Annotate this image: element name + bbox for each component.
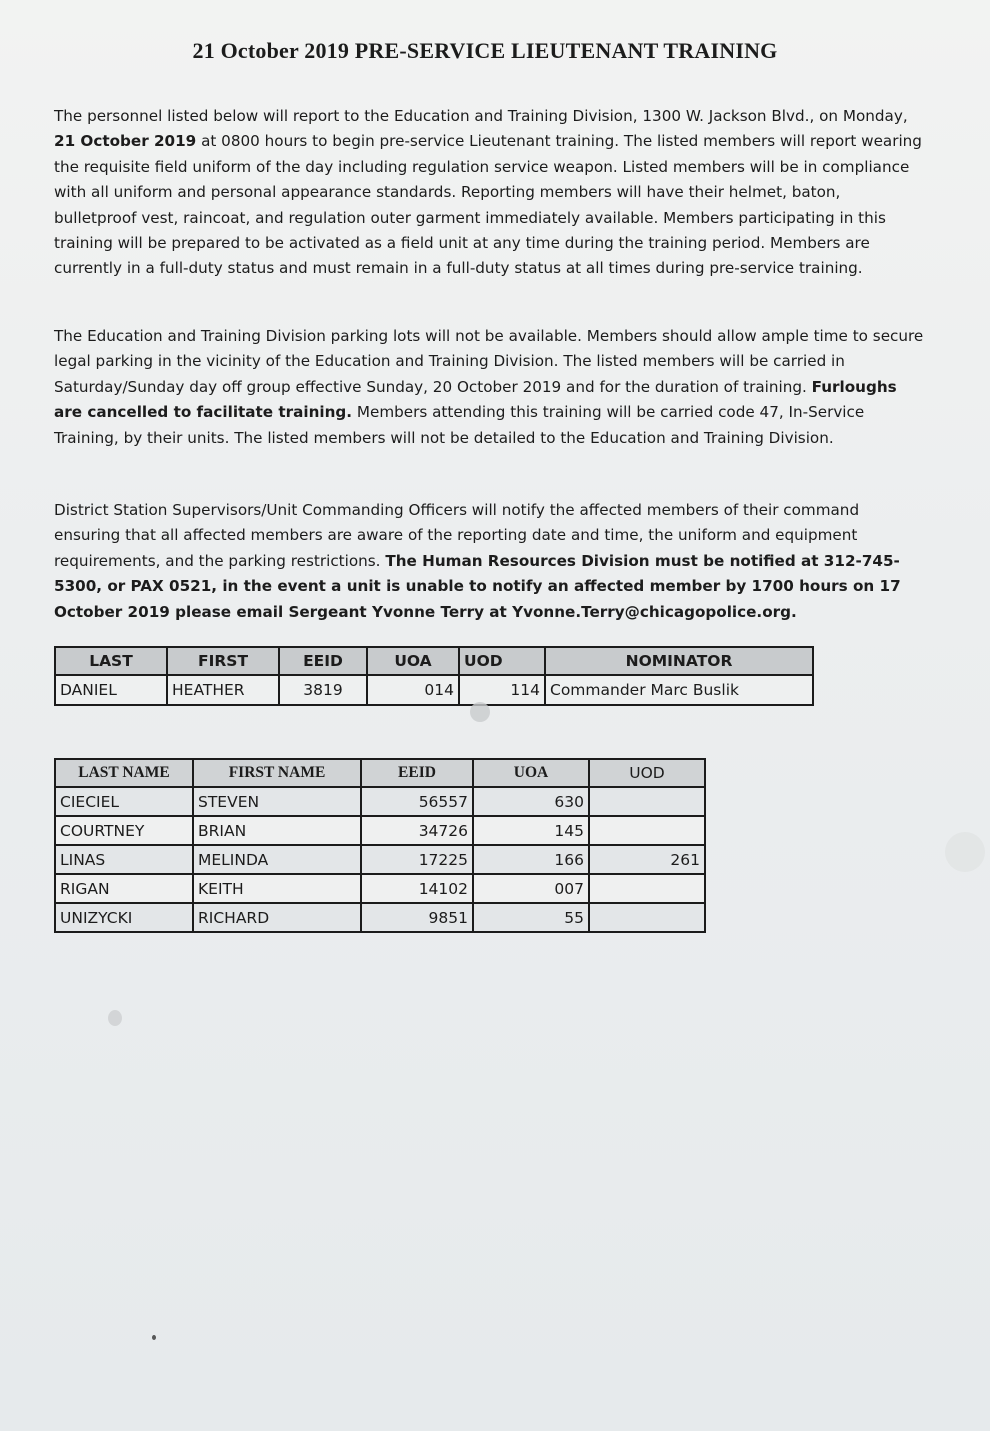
column-header-eeid: EEID [361, 759, 473, 787]
cell-first-name: STEVEN [193, 787, 361, 816]
cell-eeid: 14102 [361, 874, 473, 903]
cell-uoa: 166 [473, 845, 589, 874]
cell-uoa: 55 [473, 903, 589, 932]
column-header-uoa: UOA [367, 647, 459, 675]
paper-smudge [945, 832, 985, 872]
cell-uoa: 145 [473, 816, 589, 845]
column-header-last-name: LAST NAME [55, 759, 193, 787]
cell-last-name: RIGAN [55, 874, 193, 903]
paragraph-parking-and-furloughs [54, 324, 924, 451]
paragraph-bold-text: 21 October 2019 [54, 132, 197, 151]
paragraph-bold-text: The Human Resources Division must be notified at 312-745-5300, or PAX 0521, in the event a unit is unable to notify an affected member by 1700 hours on 17 October 2019 please email Sergeant Yvonne Terry at Yvonne.Terry@chicagopolice.org. [54, 551, 901, 621]
cell-uod [589, 903, 705, 932]
cell-first-name: MELINDA [193, 845, 361, 874]
cell-last-name: COURTNEY [55, 816, 193, 845]
cell-uoa: 014 [367, 675, 459, 705]
document-title: 21 October 2019 PRE-SERVICE LIEUTENANT TRAINING [192, 38, 778, 63]
cell-first-name: RICHARD [193, 903, 361, 932]
cell-first-name: HEATHER [167, 675, 279, 705]
paragraph-text: District Station Supervisors/Unit Commanding Officers will notify the affected members of their command ensuring that all affected members are aware of the reporting date and time, the uniform and equipment requirements, and the parking restrictions. [54, 501, 860, 570]
paragraph-text: Members attending this training will be carried code 47, In-Service Training, by their units. The listed members will not be detailed to the Education and Training Division. [54, 403, 865, 447]
table-row [55, 675, 813, 705]
cell-eeid: 34726 [361, 816, 473, 845]
cell-uod [589, 874, 705, 903]
paragraph-text: The personnel listed below will report to the Education and Training Division, 1300 W. Jackson Blvd., on Monday, [54, 107, 908, 125]
column-header-uod: UOD [459, 647, 545, 675]
paragraph-bold-text: Furloughs are cancelled to facilitate training. [54, 377, 897, 422]
cell-uod [589, 816, 705, 845]
cell-uoa: 630 [473, 787, 589, 816]
cell-last-name: CIECIEL [55, 787, 193, 816]
column-header-first-name: FIRST NAME [193, 759, 361, 787]
cell-first-name: BRIAN [193, 816, 361, 845]
cell-nominator: Commander Marc Buslik [545, 675, 813, 705]
cell-eeid: 3819 [279, 675, 367, 705]
table-header-row [55, 759, 705, 787]
column-header-nominator: NOMINATOR [545, 647, 813, 675]
table-row [55, 903, 705, 932]
nominee-table [54, 646, 814, 706]
cell-last-name: DANIEL [55, 675, 167, 705]
cell-uod [589, 787, 705, 816]
column-header-uoa: UOA [473, 759, 589, 787]
cell-uoa: 007 [473, 874, 589, 903]
paper-speck [152, 1335, 156, 1340]
cell-uod: 114 [459, 675, 545, 705]
paragraph-text: The Education and Training Division parking lots will not be available. Members should allow ample time to secure legal parking in the vicinity of the Education and Training Division. The listed members will be carried in Saturday/Sunday day off group effective Sunday, 20 October 2019 and for the duration of training. [54, 327, 924, 396]
cell-eeid: 56557 [361, 787, 473, 816]
table-row [55, 845, 705, 874]
cell-last-name: UNIZYCKI [55, 903, 193, 932]
table-header-row [55, 647, 813, 675]
table-row [55, 787, 705, 816]
column-header-eeid: EEID [279, 647, 367, 675]
cell-last-name: LINAS [55, 845, 193, 874]
paper-smudge [108, 1010, 122, 1026]
cell-uod: 261 [589, 845, 705, 874]
paragraph-notification [54, 498, 924, 625]
column-header-uod: UOD [589, 759, 705, 787]
members-table [54, 758, 706, 933]
paragraph-text: at 0800 hours to begin pre-service Lieutenant training. The listed members will report wearing the requisite field uniform of the day including regulation service weapon. Listed members will be in compliance with all uniform and personal appearance standards. Reporting members will have their helmet, baton, bulletproof vest, raincoat, and regulation outer garment immediately available. Members participating in this training will be prepared to be activated as a field unit at any time during the training period. Members are currently in a full-duty status and must remain in a full-duty status at all times during pre-service training. [54, 132, 922, 278]
table-row [55, 816, 705, 845]
paragraph-reporting-instructions [54, 104, 924, 282]
cell-first-name: KEITH [193, 874, 361, 903]
column-header-first: FIRST [167, 647, 279, 675]
cell-eeid: 17225 [361, 845, 473, 874]
table-row [55, 874, 705, 903]
paper-smudge [470, 702, 490, 722]
column-header-last: LAST [55, 647, 167, 675]
cell-eeid: 9851 [361, 903, 473, 932]
